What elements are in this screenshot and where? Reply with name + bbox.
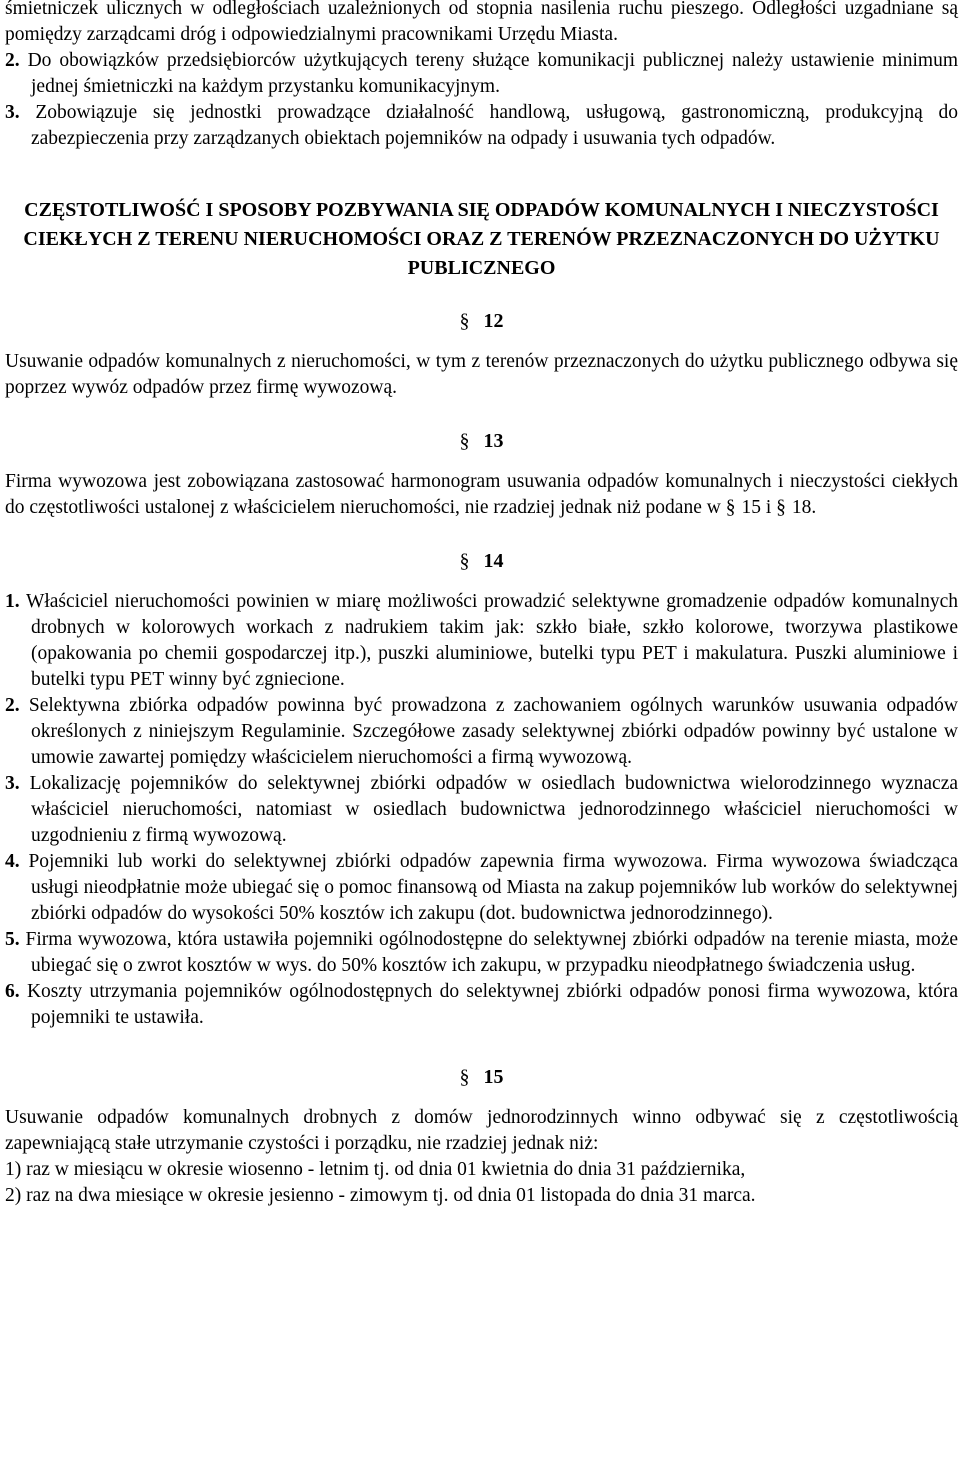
section-15-intro: Usuwanie odpadów komunalnych drobnych z domów jednorodzinnych winno odbywać się z częstotliwością zapewniającą stałe utrzymanie czystości i porządku, nie rzadziej jednak niż: xyxy=(5,1107,958,1154)
item-number: 2. xyxy=(5,50,20,71)
section-14-item xyxy=(5,771,958,849)
item-number: 4. xyxy=(5,851,20,872)
item-text: Selektywna zbiórka odpadów powinna być prowadzona z zachowaniem ogólnych warunków usuwania odpadów określonych z niniejszym Regulaminie. Szczegółowe zasady selektywnej zbiórki odpadów powinny być ustalone w umowie zawartej pomiędzy właścicielem nieruchomości a firmą wywozową. xyxy=(28,695,958,768)
section-symbol: § xyxy=(459,1066,470,1088)
section-14-item xyxy=(5,589,958,693)
intro-item-2 xyxy=(5,48,958,100)
item-text: Właściciel nieruchomości powinien w miarę możliwości prowadzić selektywne gromadzenie odpadów komunalnych drobnych w kolorowych workach z nadrukiem takim jak: szkło białe, szkło kolorowe, tworzywa plastikowe (opakowania po chemii gospodarczej itp.), puszki aluminiowe, butelki typu PET i makulatura. Puszki aluminiowe i butelki typu PET winny być zgniecione. xyxy=(25,591,958,690)
item-text: Lokalizację pojemników do selektywnej zbiórki odpadów w osiedlach budownictwa wielorodzinnego wyznacza właściciel nieruchomości, natomiast w osiedlach budownictwa jednorodzinnego właściciel nieruchomości w uzgodnieniu z firmą wywozową. xyxy=(29,773,958,846)
document-page xyxy=(5,0,958,1209)
section-15-item: 1) raz w miesiącu w okresie wiosenno - letnim tj. od dnia 01 kwietnia do dnia 31 października, xyxy=(5,1159,746,1180)
section-number: 14 xyxy=(483,550,504,572)
section-12-text: Usuwanie odpadów komunalnych z nieruchomości, w tym z terenów przeznaczonych do użytku publicznego odbywa się poprzez wywóz odpadów przez firmę wywozową. xyxy=(5,351,958,398)
item-number: 3. xyxy=(5,102,20,123)
section-heading-15 xyxy=(5,1063,958,1091)
section-symbol: § xyxy=(459,310,470,332)
item-text: Do obowiązków przedsiębiorców użytkujących tereny służące komunikacji publicznej należy ustawienie minimum jednej śmietniczki na każdym przystanku komunikacyjnym. xyxy=(27,50,959,97)
section-13-body: Firma wywozowa jest zobowiązana zastosować harmonogram usuwania odpadów komunalnych i nieczystości ciekłych do częstotliwości ustalonej z właścicielem nieruchomości, nie rzadziej jednak niż podane w xyxy=(5,471,958,518)
section-heading-14 xyxy=(5,547,958,575)
section-15-item: 2) raz na dwa miesiące w okresie jesienno - zimowym tj. od dnia 01 listopada do dnia 31 marca. xyxy=(5,1185,756,1206)
section-14-item xyxy=(5,979,958,1031)
item-number: 3. xyxy=(5,773,20,794)
section-symbol: § xyxy=(776,497,786,518)
item-text: Pojemniki lub worki do selektywnej zbiórki odpadów zapewnia firma wywozowa. Firma wywozowa świadcząca usługi nieodpłatnie może ubiegać się o pomoc finansową od Miasta na zakup pojemników lub worków do selektywnej zbiórki odpadów do wysokości 50% kosztów ich zakupu (dot. budownictwa jednorodzinnego). xyxy=(28,851,958,924)
item-number: 2. xyxy=(5,695,20,716)
section-number: 12 xyxy=(483,310,504,332)
section-14-item xyxy=(5,927,958,979)
intro-item-3 xyxy=(5,100,958,152)
section-symbol: § xyxy=(725,497,736,518)
item-number: 6. xyxy=(5,981,20,1002)
section-symbol: § xyxy=(459,430,470,452)
section-13-text xyxy=(5,469,958,521)
chapter-heading: CZĘSTOTLIWOŚĆ I SPOSOBY POZBYWANIA SIĘ ODPADÓW KOMUNALNYCH I NIECZYSTOŚCI CIEKŁYCH Z TERENU NIERUCHOMOŚCI ORAZ Z TERENÓW PRZEZNACZONYCH DO UŻYTKU PUBLICZNEGO xyxy=(23,199,940,279)
item-text: Firma wywozowa, która ustawiła pojemniki ogólnodostępne do selektywnej zbiórki odpadów na terenie miasta, może ubiegać się o zwrot kosztów w wys. do 50% kosztów ich zakupu, w przypadku nieodpłatnego świadczenia usług. xyxy=(25,929,959,976)
section-heading-12 xyxy=(5,307,958,335)
section-heading-13 xyxy=(5,427,958,455)
item-text: Zobowiązuje się jednostki prowadzące działalność handlową, usługową, gastronomiczną, produkcyjną do zabezpieczenia przy zarządzanych obiektach pojemników na odpady i usuwania tych odpadów. xyxy=(31,102,958,149)
item-text: Koszty utrzymania pojemników ogólnodostępnych do selektywnej zbiórki odpadów ponosi firma wywozowa, która pojemniki te ustawiła. xyxy=(26,981,959,1028)
section-reference: 18. xyxy=(791,497,817,518)
item-number: 1. xyxy=(5,591,20,612)
section-number: 13 xyxy=(483,430,504,452)
section-reference: 15 i xyxy=(741,497,772,518)
section-14-item xyxy=(5,849,958,927)
item-number: 5. xyxy=(5,929,20,950)
section-14-list xyxy=(5,589,958,1031)
section-number: 15 xyxy=(483,1066,504,1088)
intro-continuation: śmietniczek ulicznych w odległościach uzależnionych od stopnia nasilenia ruchu pieszego. Odległości uzgadniane są pomiędzy zarządcami dróg i odpowiedzialnymi pracownikami Urzędu Miasta. xyxy=(5,0,958,45)
section-symbol: § xyxy=(459,550,470,572)
section-14-item xyxy=(5,693,958,771)
